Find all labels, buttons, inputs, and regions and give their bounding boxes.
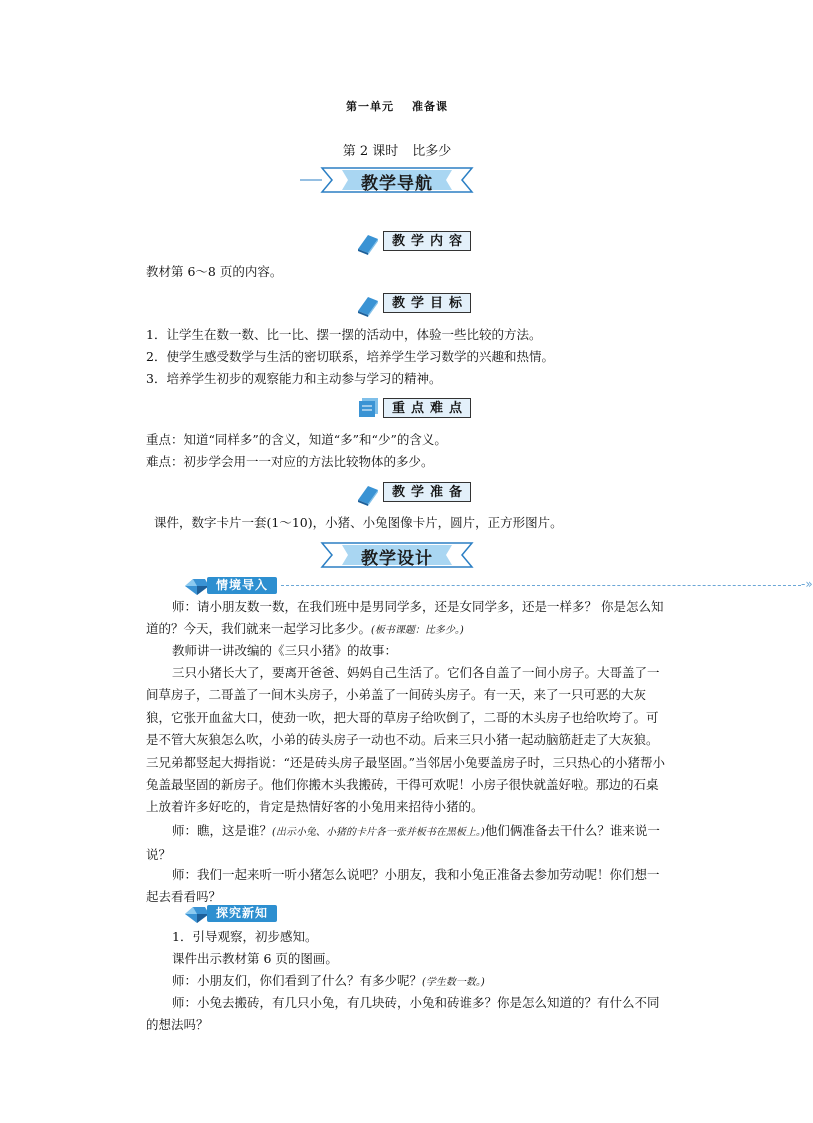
subheader-label: 探究新知: [207, 905, 277, 922]
goal-line: 3．培养学生初步的观察能力和主动参与学习的精神。: [146, 371, 442, 386]
section-title: 重点难点: [383, 398, 471, 418]
intro-paragraph-5: 师：我们一起来听一听小猪怎么说吧？小朋友，我和小兔正准备去参加劳动呢！你们想一起去看看吗？: [146, 867, 660, 905]
banner-label: 教学导航: [361, 174, 433, 194]
section-title: 教学准备: [383, 482, 471, 502]
goal-line: 2．使学生感受数学与生活的密切联系，培养学生学习数学的兴趣和热情。: [146, 349, 554, 364]
goal-line: 1．让学生在数一数、比一比、摆一摆的活动中，体验一些比较的方法。: [146, 327, 542, 342]
book-icon: [355, 396, 381, 422]
explore-paragraph-4: 师：小兔去搬砖，有几只小兔，有几块砖，小兔和砖谁多？你是怎么知道的？有什么不同的想法吗？: [146, 995, 660, 1033]
explore-paragraph-1: 1．引导观察，初步感知。: [172, 929, 318, 944]
section-title: 教学内容: [383, 231, 471, 251]
book-icon: [355, 229, 381, 255]
explore-paragraph-3: 师：小朋友们，你们看到了什么？有多少呢？(学生数一数。): [172, 973, 485, 988]
banner-label: 教学设计: [361, 549, 433, 569]
intro-paragraph-4: 师：瞧，这是谁？(出示小兔、小猪的卡片各一张并板书在黑板上。)他们俩准备去干什么？谁来说一说？: [146, 823, 660, 863]
content-line: 教材第 6～8 页的内容。: [146, 264, 283, 279]
lesson-title: 第 2 课时 比多少: [342, 144, 452, 159]
dashed-divider: [281, 585, 801, 586]
intro-paragraph-2: 教师讲一讲改编的《三只小猪》的故事：: [172, 643, 398, 658]
section-title: 教学目标: [383, 293, 471, 313]
prep-line: 课件，数字卡片一套(1～10)，小猪、小兔图像卡片，圆片，正方形图片。: [154, 515, 563, 530]
banner-teaching-nav: [0, 166, 794, 194]
book-icon: [355, 480, 381, 506]
explore-paragraph-2: 课件出示教材第 6 页的图画。: [172, 951, 338, 966]
intro-story: 三只小猪长大了，要离开爸爸、妈妈自己生活了。它们各自盖了一间小房子。大哥盖了一间草房子，二哥盖了一间木头房子，小弟盖了一间砖头房子。有一天，来了一只可恶的大灰狼，它张开血盆大口，使劲一吹，把大哥的草房子给吹倒了，二哥的木头房子也给吹垮了。可是不管大灰狼怎么吹，小弟的砖头房子一动也不动。后来三只小猪一起动脑筋赶走了大灰狼。三兄弟都竖起大拇指说：“还是砖头房子最坚固。”当邻居小兔要盖房子时，三只热心的小猪帮小兔盖最坚固的新房子。他们你搬木头我搬砖，干得可欢呢！小房子很快就盖好啦。那边的石桌上放着许多好吃的，肯定是热情好客的小兔用来招待小猪的。: [146, 665, 666, 815]
keypoint-line: 重点：知道“同样多”的含义，知道“多”和“少”的含义。: [146, 432, 447, 447]
unit-title: 第一单元 准备课: [346, 100, 448, 113]
subheader-label: 情境导入: [207, 577, 277, 594]
keypoint-line: 难点：初步学会用一一对应的方法比较物体的多少。: [146, 454, 434, 469]
double-arrow-icon: -»: [801, 577, 813, 591]
banner-teaching-design: [0, 541, 794, 569]
book-icon: [355, 291, 381, 317]
intro-paragraph-1: 师：请小朋友数一数，在我们班中是男同学多，还是女同学多，还是一样多？ 你是怎么知道的？今天，我们就来一起学习比多少。(板书课题：比多少。): [146, 599, 664, 637]
